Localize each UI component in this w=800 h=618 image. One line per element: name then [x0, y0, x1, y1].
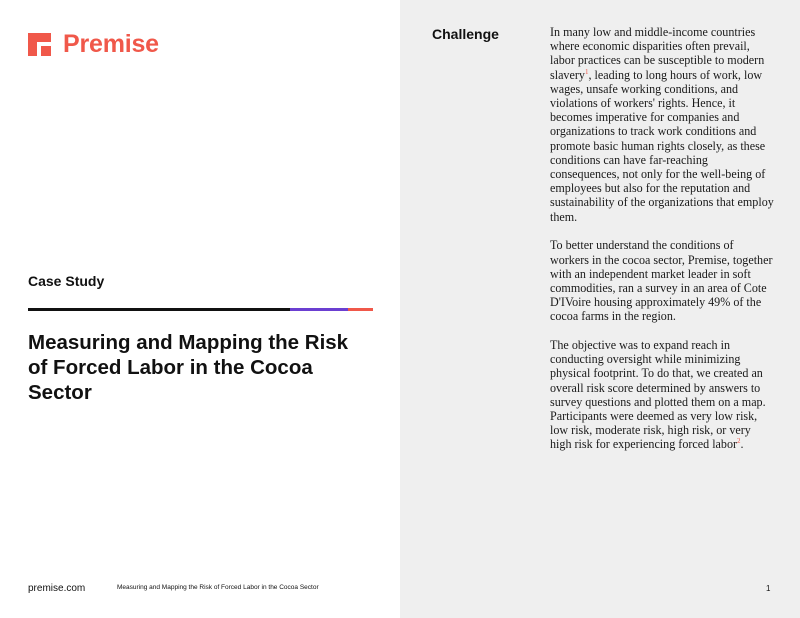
footnote-ref-2[interactable]: 2	[737, 437, 741, 446]
footer-url[interactable]: premise.com	[28, 583, 86, 594]
premise-logo	[28, 30, 159, 59]
challenge-heading: Challenge	[432, 26, 499, 42]
page-title: Measuring and Mapping the Risk of Forced Labor in the Cocoa Sector	[28, 331, 349, 404]
logo-wordmark: Premise	[63, 30, 159, 58]
divider-rule	[28, 308, 373, 311]
paragraph-1: In many low and middle-income countries where economic disparities often prevail, labor practices can be susceptible to modern slavery$^1$, leading to long hours of work, low wages, unsafe working conditions, and violations of workers' rights. Hence, it becomes imperative for companies and organizations to track work conditions and promote basic human rights closely, as these conditions can have far-reaching consequences, not only for the well-being of employees but also for the reputation and sustainability of the organizations that employ them.	[550, 25, 774, 224]
footer-document-title: Measuring and Mapping the Risk of Forced Labor in the Cocoa Sector	[117, 584, 319, 591]
paragraph-2: To better understand the conditions of workers in the cocoa sector, Premise, together with an independent market leader in soft commodities, ran a survey in an area of Cote D'IVoire housing approximately 49% of the cocoa farms in the region.	[550, 238, 773, 324]
paragraph-3: The objective was to expand reach in conducting oversight while minimizing physical footprint. To do that, we created an overall risk score determined by answers to survey questions and plotted them on a map. Participants were deemed as very low risk, low risk, moderate risk, high risk, or very high risk for experiencing forced labor$^2$.	[550, 338, 766, 452]
premise-logo-icon	[28, 33, 51, 56]
page-number: 1	[766, 584, 771, 593]
case-study-label: Case Study	[28, 273, 105, 289]
challenge-body	[550, 25, 775, 466]
footnote-ref-1[interactable]: 1	[584, 67, 589, 76]
